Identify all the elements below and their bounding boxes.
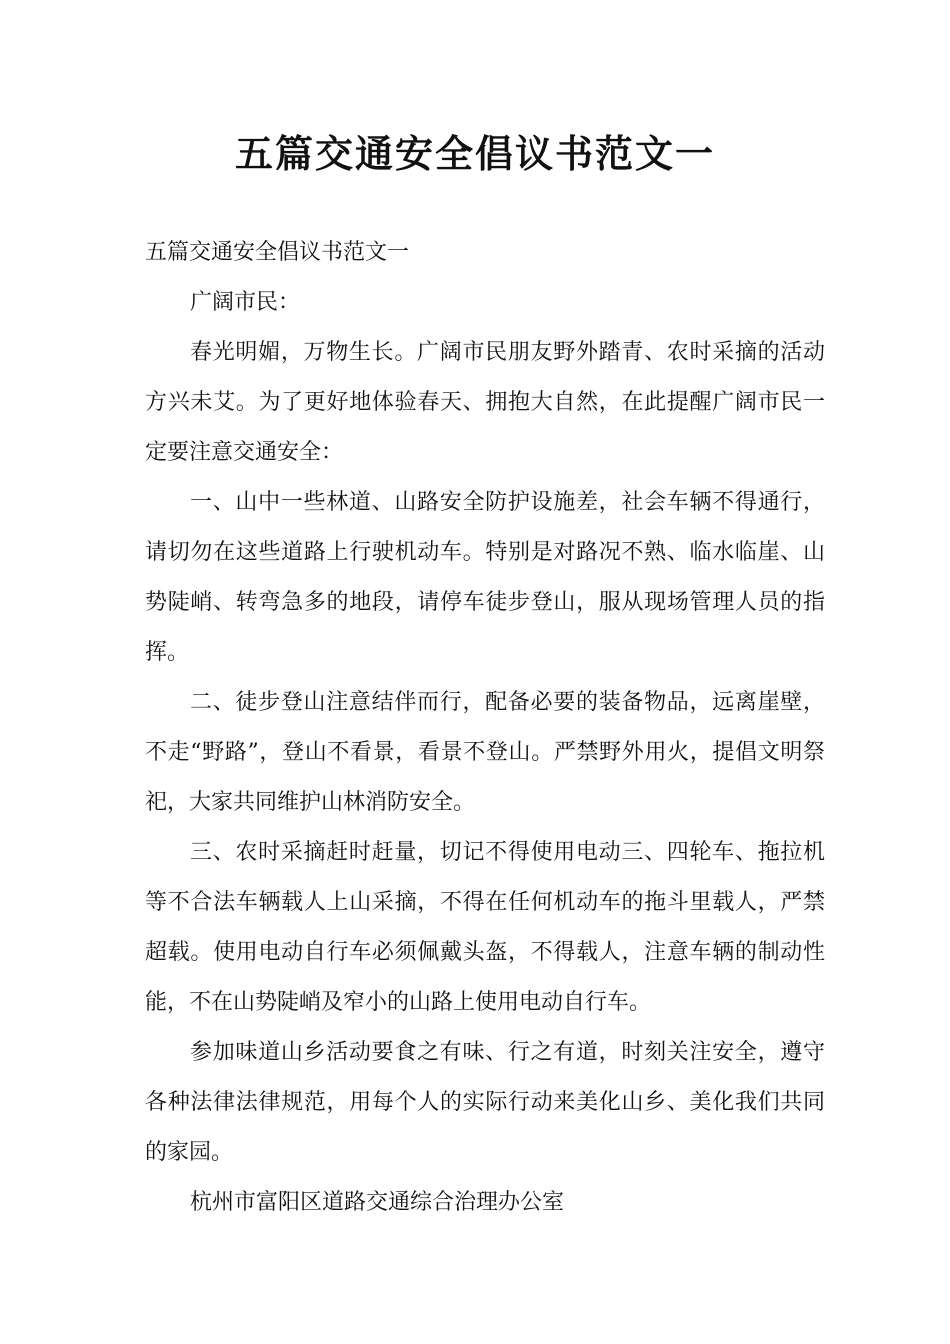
- paragraph-item-3: 三、农时采摘赶时赶量，切记不得使用电动三、四轮车、拖拉机等不合法车辆载人上山采摘，不得在任何机动车的拖斗里载人，严禁超载。使用电动自行车必须佩戴头盔，不得载人，注意车辆的制动性能，不在山势陡峭及窄小的山路上使用电动自行车。: [145, 840, 825, 1015]
- signature: 杭州市富阳区道路交通综合治理办公室: [190, 1190, 565, 1215]
- salutation: 广阔市民：: [190, 290, 301, 315]
- paragraph-closing: 参加味道山乡活动要食之有味、行之有道，时刻关注安全，遵守各种法律法律规范，用每个人的实际行动来美化山乡、美化我们共同的家园。: [145, 1040, 825, 1165]
- paragraph-item-1: 一、山中一些林道、山路安全防护设施差，社会车辆不得通行，请切勿在这些道路上行驶机动车。特别是对路况不熟、临水临崖、山势陡峭、转弯急多的地段，请停车徒步登山，服从现场管理人员的指挥。: [145, 490, 825, 665]
- document-subtitle: 五篇交通安全倡议书范文一: [145, 240, 410, 265]
- paragraph-item-2: 二、徒步登山注意结伴而行，配备必要的装备物品，远离崖壁，不走“野路”，登山不看景，看景不登山。严禁野外用火，提倡文明祭祀，大家共同维护山林消防安全。: [145, 690, 825, 815]
- document-body: [145, 228, 825, 1228]
- paragraph-intro: 春光明媚，万物生长。广阔市民朋友野外踏青、农时采摘的活动方兴未艾。为了更好地体验春天、拥抱大自然，在此提醒广阔市民一定要注意交通安全：: [145, 340, 825, 465]
- document-title: 五篇交通安全倡议书范文一: [234, 132, 715, 176]
